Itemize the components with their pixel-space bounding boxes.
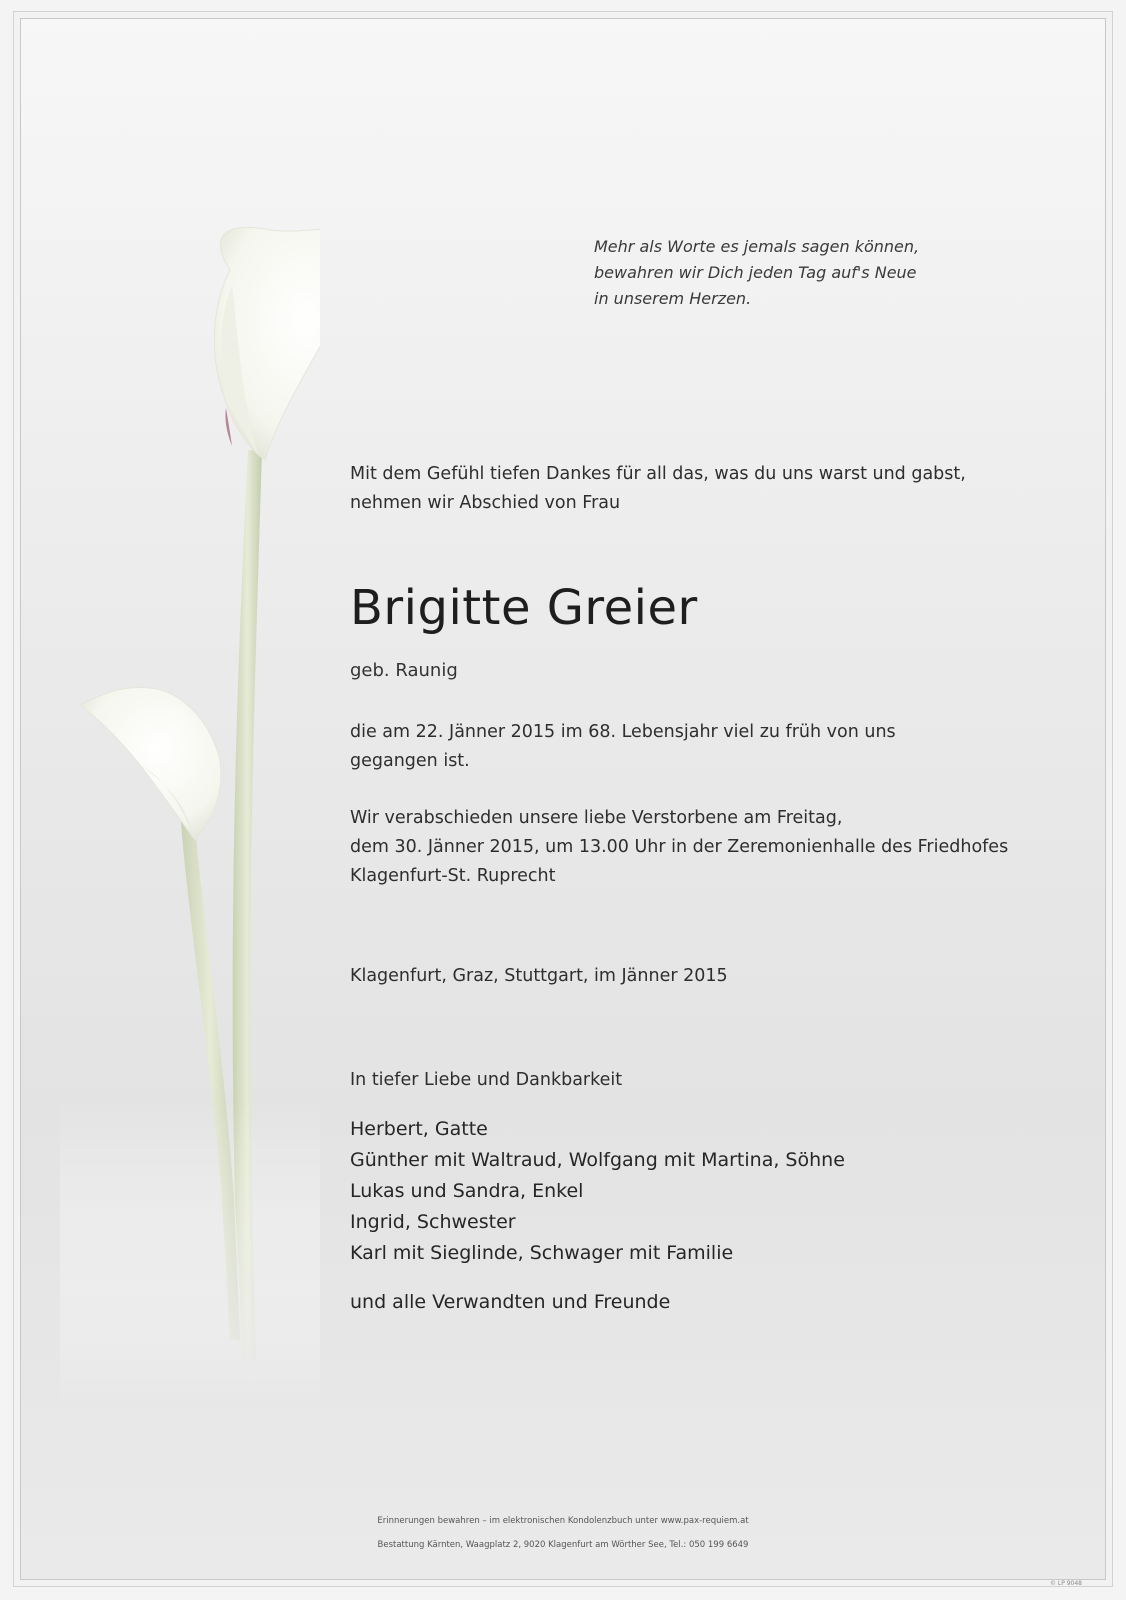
family-member: Günther mit Waltraud, Wolfgang mit Martina, Söhne [350, 1149, 845, 1171]
quote-line: in unserem Herzen. [594, 289, 752, 308]
service-line: Wir verabschieden unsere liebe Verstorbene am Freitag, [350, 808, 843, 828]
calla-lily-illustration [60, 200, 320, 1400]
relatives-line: und alle Verwandten und Freunde [350, 1291, 671, 1313]
family-member: Herbert, Gatte [350, 1118, 488, 1140]
memorial-quote [594, 234, 919, 312]
intro-text [350, 460, 966, 518]
service-line: Klagenfurt-St. Ruprecht [350, 866, 556, 886]
intro-line: Mit dem Gefühl tiefen Dankes für all das, was du uns warst und gabst, [350, 464, 966, 484]
dedication-text: In tiefer Liebe und Dankbarkeit [350, 1070, 623, 1090]
family-member: Lukas und Sandra, Enkel [350, 1180, 584, 1202]
service-line: dem 30. Jänner 2015, um 13.00 Uhr in der Zeremonienhalle des Friedhofes [350, 837, 1009, 857]
death-notice-line: die am 22. Jänner 2015 im 68. Lebensjahr viel zu früh von uns [350, 722, 896, 742]
family-member: Ingrid, Schwester [350, 1211, 516, 1233]
maiden-name: geb. Raunig [350, 660, 458, 681]
service-details [350, 804, 1008, 891]
place-date-text: Klagenfurt, Graz, Stuttgart, im Jänner 2015 [350, 966, 728, 986]
print-code: © LP 9048 [1049, 1580, 1082, 1587]
quote-line: Mehr als Worte es jemals sagen können, [594, 237, 920, 256]
footer-address-line: Bestattung Kärnten, Waagplatz 2, 9020 Klagenfurt am Wörther See, Tel.: 050 199 6649 [377, 1540, 749, 1550]
family-member: Karl mit Sieglinde, Schwager mit Familie [350, 1242, 734, 1264]
footer-condolence-line: Erinnerungen bewahren – im elektronischen Kondolenzbuch unter www.pax-requiem.at [377, 1516, 749, 1526]
place-and-date [350, 962, 728, 991]
dedication-line [350, 1066, 622, 1095]
intro-line: nehmen wir Abschied von Frau [350, 493, 621, 513]
death-notice-line: gegangen ist. [350, 751, 470, 771]
quote-line: bewahren wir Dich jeden Tag auf's Neue [594, 263, 917, 282]
deceased-name: Brigitte Greier [350, 580, 698, 636]
death-notice [350, 718, 896, 776]
family-list [350, 1114, 845, 1269]
